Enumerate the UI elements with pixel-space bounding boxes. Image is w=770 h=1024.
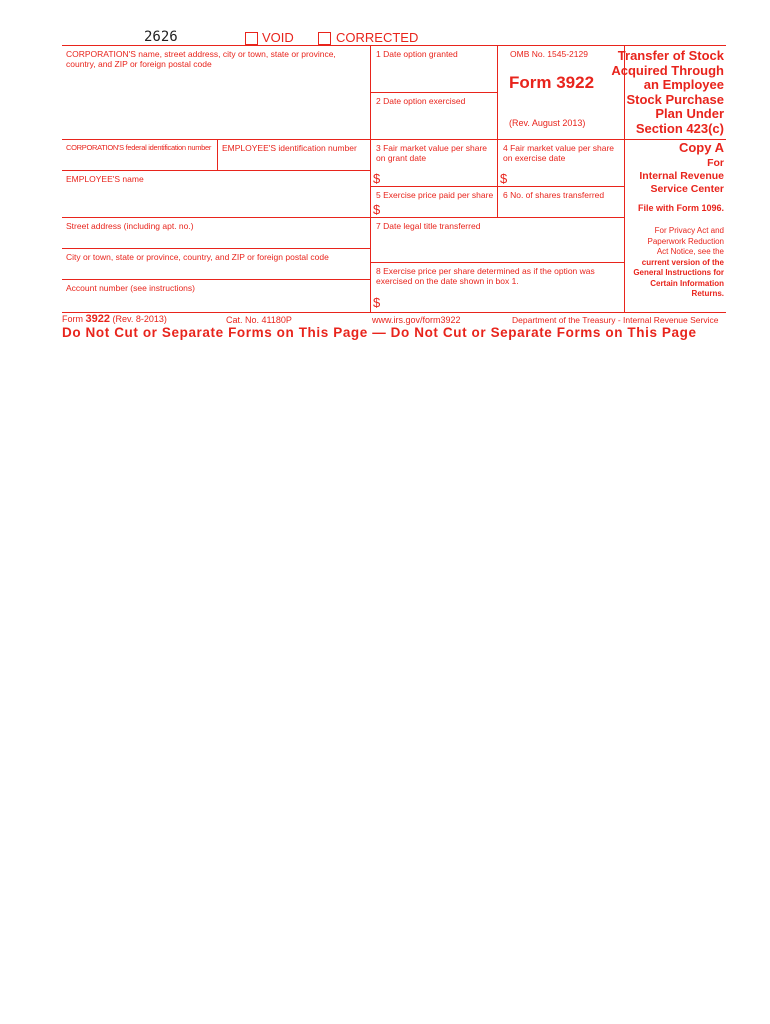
box8-dollar: $ [373,295,381,310]
divider-left-boxes [370,45,371,312]
box1-label: 1 Date option granted [376,49,458,59]
privacy-line-bold: Certain Information [650,278,724,288]
box6-label: 6 No. of shares transferred [503,190,605,200]
box4-label: 4 Fair market value per share on exercise date [503,143,615,163]
rule-left-5 [62,279,370,280]
footer-form-rev: (Rev. 8-2013) [112,314,167,324]
form-name: Form 3922 [509,73,595,92]
void-label: VOID [262,30,294,45]
privacy-line-bold: General Instructions for [633,268,724,277]
side-title-line: Transfer of Stock [617,48,724,63]
box3-dollar: $ [373,171,381,186]
do-not-cut-banner: Do Not Cut or Separate Forms on This Page — Do Not Cut or Separate Forms on This Page [62,325,697,340]
rule-box7-bottom [370,262,624,263]
footer-form-number: 3922 [85,313,110,325]
employee-id-label: EMPLOYEE'S identification number [222,143,357,153]
footer-dept: Department of the Treasury - Internal Revenue Service [512,315,719,325]
rule-box2-bottom [370,139,624,140]
box5-label: 5 Exercise price paid per share [376,190,494,200]
rule-box34-bottom [370,186,624,187]
side-title [600,49,724,136]
side-title-line: Stock Purchase [626,91,724,107]
account-label: Account number (see instructions) [66,283,195,293]
privacy-line: For Privacy Act and [654,226,724,235]
irs-line: Service Center [650,182,724,195]
side-title-line: Plan Under [655,106,724,121]
rule-box56-bottom [370,217,624,218]
rule-left-1 [62,139,370,140]
omb-number: OMB No. 1545-2129 [510,49,588,59]
rule-box1-bottom [370,92,497,93]
form-code: 2626 [144,29,178,45]
side-title-line: Section 423(c) [635,120,724,136]
for-label: For [707,157,724,169]
rule-left-4 [62,248,370,249]
corrected-checkbox[interactable] [318,32,331,45]
footer-url: www.irs.gov/form3922 [372,315,461,325]
corrected-label: CORRECTED [336,30,419,45]
rule-left-2 [62,170,370,171]
footer-form-id [62,313,167,325]
box3-label: 3 Fair market value per share on grant date [376,143,488,163]
city-label: City or town, state or province, country, and ZIP or foreign postal code [66,252,329,262]
box7-label: 7 Date legal title transferred [376,221,481,231]
corp-name-label: CORPORATION'S name, street address, city or town, state or province, country, and ZIP or foreign postal code [66,49,336,69]
side-title-line: Acquired Through [611,62,724,78]
box5-dollar: $ [373,202,381,217]
street-label: Street address (including apt. no.) [66,221,194,231]
void-checkbox[interactable] [245,32,258,45]
form-revision: (Rev. August 2013) [509,118,586,128]
privacy-notice [610,226,724,300]
box2-label: 2 Date option exercised [376,96,466,106]
form-top-border [62,45,726,46]
irs-center [610,170,724,195]
side-title-line: an Employee [643,77,724,92]
irs-line: Internal Revenue [639,170,724,182]
rule-left-3 [62,217,370,218]
copy-label: Copy A [678,140,724,155]
privacy-line: Paperwork Reduction [647,236,724,246]
employee-name-label: EMPLOYEE'S name [66,174,144,184]
privacy-line: Act Notice, see the [656,247,724,256]
file-with: File with Form 1096. [637,203,724,213]
corp-fein-label: CORPORATION'S federal identification number [66,143,212,152]
footer-form-word: Form [62,314,83,324]
box4-dollar: $ [500,171,508,186]
privacy-line-bold: Returns. [691,289,724,298]
box8-label: 8 Exercise price per share determined as if the option was exercised on the date shown in box 1. [376,266,595,286]
footer-cat-no: Cat. No. 41180P [226,315,292,325]
divider-boxes-inner [497,45,498,217]
privacy-line-bold: current version of the [641,257,724,267]
